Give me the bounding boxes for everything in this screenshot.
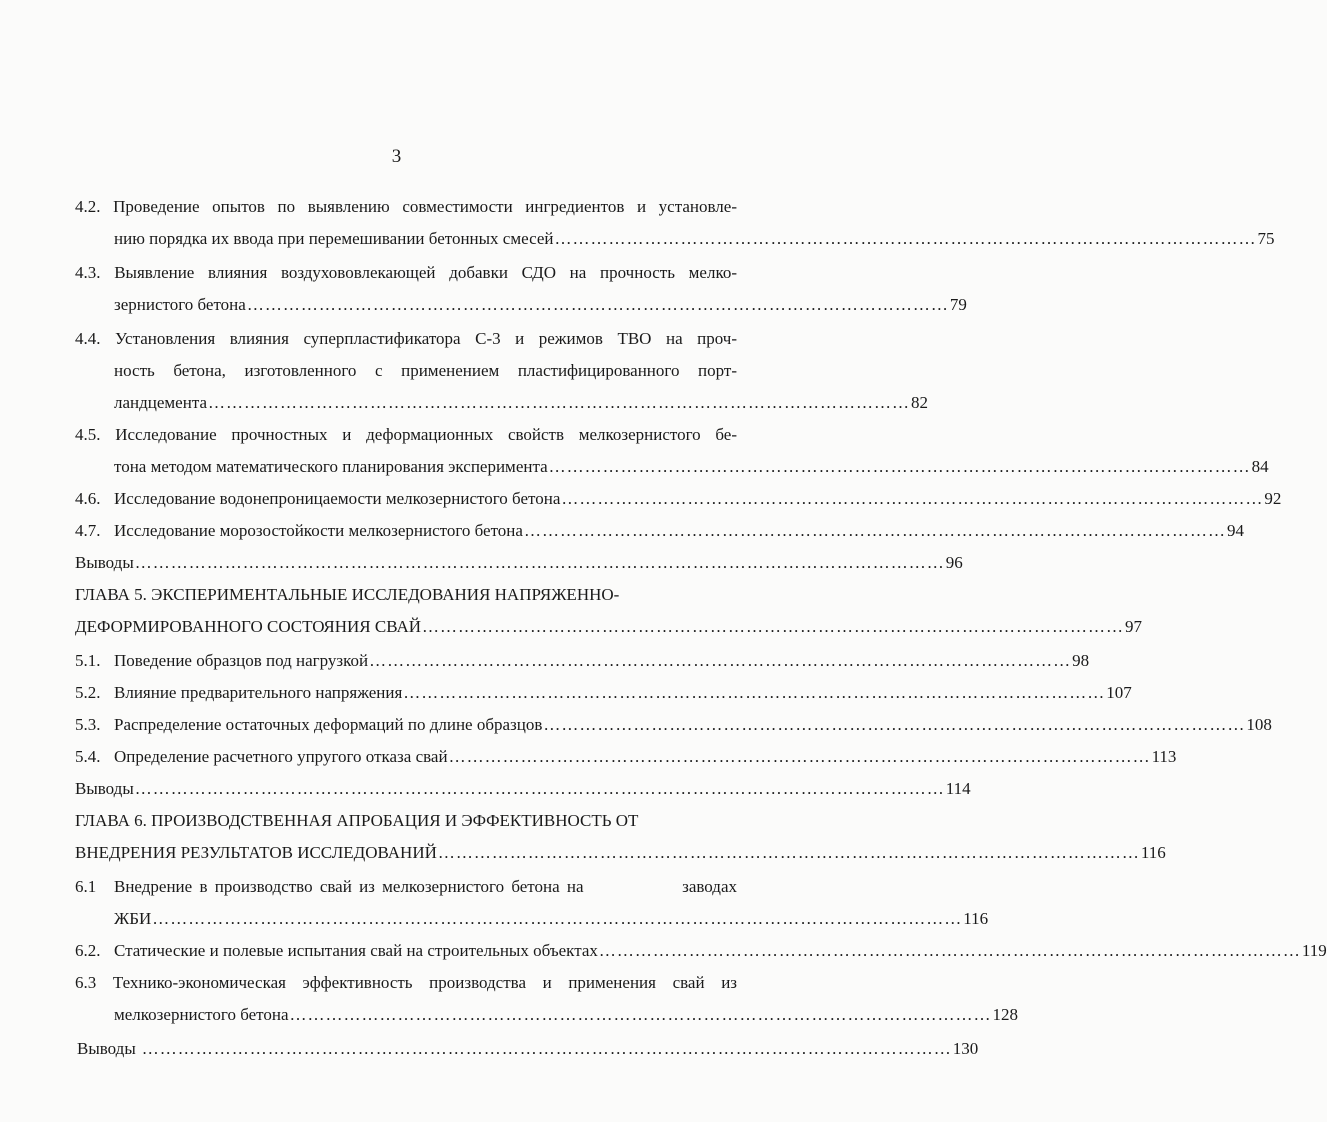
toc-entry-5-3 [75, 714, 1272, 736]
toc-entry-title: Поведение образцов под нагрузкой [114, 651, 369, 670]
toc-entry-title: Внедрение в производство свай из мелкозернистого бетона на [114, 877, 584, 896]
toc-entry-4-5-line1 [75, 424, 737, 446]
toc-page-number: 97 [1125, 617, 1143, 636]
toc-page-number: 114 [945, 779, 971, 798]
toc-page-number: 84 [1251, 457, 1269, 476]
toc-chapter-6-line2 [75, 842, 1166, 864]
toc-entry-number: 4.7. [75, 521, 101, 540]
toc-conclusions-ch5 [75, 778, 971, 800]
toc-entry-title: Влияние предварительного напряжения [114, 683, 403, 702]
toc-entry-4-4-line2 [114, 360, 737, 382]
toc-entry-number: 5.4. [75, 747, 101, 766]
toc-entry-title: ЖБИ [114, 909, 152, 928]
toc-page-number: 107 [1106, 683, 1132, 702]
leader-dots: ……………………………………………………………………………………………………… [543, 715, 1246, 734]
toc-page-number: 98 [1072, 651, 1090, 670]
toc-entry-title: Исследование прочностных и деформационных свойств мелкозернистого бе- [115, 425, 737, 444]
chapter-heading: ВНЕДРЕНИЯ РЕЗУЛЬТАТОВ ИССЛЕДОВАНИЙ [75, 843, 437, 862]
toc-entry-6-1-line2 [114, 908, 989, 930]
toc-page-number: 82 [911, 393, 929, 412]
leader-dots: ……………………………………………………………………………………………………………………… [134, 553, 945, 572]
chapter-heading: ГЛАВА 6. ПРОИЗВОДСТВЕННАЯ АПРОБАЦИЯ И ЭФФЕКТИВНОСТЬ ОТ [75, 811, 639, 830]
toc-entry-4-7 [75, 520, 1244, 542]
toc-entry-title: Проведение опытов по выявлению совместимости ингредиентов и установле- [113, 197, 737, 216]
toc-entry-4-2-line2 [114, 228, 1275, 250]
toc-chapter-6-line1 [75, 810, 737, 832]
toc-entry-6-2 [75, 940, 1327, 962]
toc-entry-title: Статические и полевые испытания свай на строительных объектах [114, 941, 598, 960]
toc-page-number: 130 [952, 1039, 979, 1058]
leader-dots: ……………………………………………………………………………………………………… [448, 747, 1151, 766]
toc-entry-4-3-line1 [75, 262, 737, 284]
toc-entry-number: 4.5. [75, 425, 101, 444]
chapter-heading: ДЕФОРМИРОВАННОГО СОСТОЯНИЯ СВАЙ [75, 617, 422, 636]
toc-page-number: 92 [1264, 489, 1282, 508]
toc-page-number: 116 [1140, 843, 1166, 862]
toc-page-number: 94 [1226, 521, 1244, 540]
toc-entry-title: Установления влияния суперпластификатора С-3 и режимов ТВО на проч- [115, 329, 737, 348]
leader-dots: ……………………………………………………………………………………………………… [561, 489, 1264, 508]
toc-page-number: 108 [1246, 715, 1272, 734]
toc-page-number: 75 [1257, 229, 1275, 248]
toc-page-number: 128 [992, 1005, 1019, 1024]
leader-dots: ……………………………………………………………………………………………………………………… [141, 1039, 952, 1058]
toc-entry-title: ность бетона, изготовленного с применением пластифицированного порт- [114, 361, 737, 380]
toc-entry-6-3-line1 [75, 972, 737, 994]
toc-entry-number: 4.6. [75, 489, 101, 508]
toc-entry-title: Определение расчетного упругого отказа свай [114, 747, 448, 766]
toc-entry-6-3-line2 [114, 1004, 1019, 1026]
chapter-heading: ГЛАВА 5. ЭКСПЕРИМЕНТАЛЬНЫЕ ИССЛЕДОВАНИЯ НАПРЯЖЕННО- [75, 585, 620, 604]
toc-entry-number: 6.3 [75, 973, 97, 992]
leader-dots: ……………………………………………………………………………………………………………………… [152, 909, 963, 928]
leader-dots: ……………………………………………………………………………………………………… [289, 1005, 992, 1024]
toc-entry-title: ландцемента [114, 393, 208, 412]
toc-page-number: 79 [949, 295, 967, 314]
toc-entry-title: Исследование водонепроницаемости мелкозернистого бетона [114, 489, 561, 508]
toc-entry-title: Распределение остаточных деформаций по длине образцов [114, 715, 543, 734]
toc-chapter-5-line2 [75, 616, 1143, 638]
toc-entry-number: 4.3. [75, 263, 101, 282]
toc-entry-number: 5.2. [75, 683, 101, 702]
toc-entry-title: Выводы [75, 779, 134, 798]
leader-dots: ……………………………………………………………………………………………………… [369, 651, 1072, 670]
toc-conclusions-ch6 [77, 1038, 979, 1060]
toc-entry-number: 5.3. [75, 715, 101, 734]
leader-dots: ……………………………………………………………………………………………………… [246, 295, 949, 314]
toc-entry-number: 6.2. [75, 941, 101, 960]
toc-entry-number: 6.1 [75, 877, 97, 896]
toc-entry-title: Технико-экономическая эффективность производства и применения свай из [112, 973, 738, 992]
leader-dots: ……………………………………………………………………………………………………… [523, 521, 1226, 540]
toc-entry-4-4-line3 [114, 392, 929, 414]
toc-entry-title: нию порядка их ввода при перемешивании бетонных смесей [114, 229, 554, 248]
toc-entry-title: Выводы [75, 553, 134, 572]
toc-page-number: 119 [1301, 941, 1327, 960]
toc-conclusions-ch4 [75, 552, 963, 574]
leader-dots: ……………………………………………………………………………………………………… [598, 941, 1301, 960]
toc-entry-title: Выявление влияния воздухововлекающей добавки СДО на прочность мелко- [114, 263, 738, 282]
page-number: 3 [391, 146, 402, 167]
toc-entry-title: Выводы [77, 1039, 136, 1058]
toc-entry-4-4-line1 [75, 328, 737, 350]
leader-dots: ……………………………………………………………………………………………………………………… [134, 779, 945, 798]
leader-dots: ……………………………………………………………………………………………………… [422, 617, 1125, 636]
toc-entry-6-1-line1 [75, 876, 737, 898]
toc-page-number: 116 [963, 909, 989, 928]
toc-entry-4-5-line2 [114, 456, 1269, 478]
toc-entry-4-2-line1 [75, 196, 737, 218]
toc-entry-4-6 [75, 488, 1282, 510]
toc-entry-5-2 [75, 682, 1132, 704]
toc-entry-title: зернистого бетона [114, 295, 246, 314]
toc-entry-5-1 [75, 650, 1090, 672]
toc-entry-title-end: заводах [682, 877, 737, 896]
toc-entry-title: тона методом математического планирования эксперимента [114, 457, 548, 476]
toc-entry-number: 4.2. [75, 197, 101, 216]
toc-entry-title: Исследование морозостойкости мелкозернистого бетона [114, 521, 523, 540]
toc-entry-number: 5.1. [75, 651, 101, 670]
toc-page-number: 96 [945, 553, 963, 572]
leader-dots: ……………………………………………………………………………………………………… [548, 457, 1251, 476]
toc-page-number: 113 [1151, 747, 1177, 766]
leader-dots: ……………………………………………………………………………………………………… [437, 843, 1140, 862]
leader-dots: ……………………………………………………………………………………………………… [554, 229, 1257, 248]
toc-entry-title: мелкозернистого бетона [114, 1005, 289, 1024]
toc-entry-5-4 [75, 746, 1177, 768]
leader-dots: ……………………………………………………………………………………………………… [403, 683, 1106, 702]
toc-chapter-5-line1 [75, 584, 737, 606]
toc-entry-number: 4.4. [75, 329, 101, 348]
leader-dots: ……………………………………………………………………………………………………… [208, 393, 911, 412]
toc-entry-4-3-line2 [114, 294, 967, 316]
